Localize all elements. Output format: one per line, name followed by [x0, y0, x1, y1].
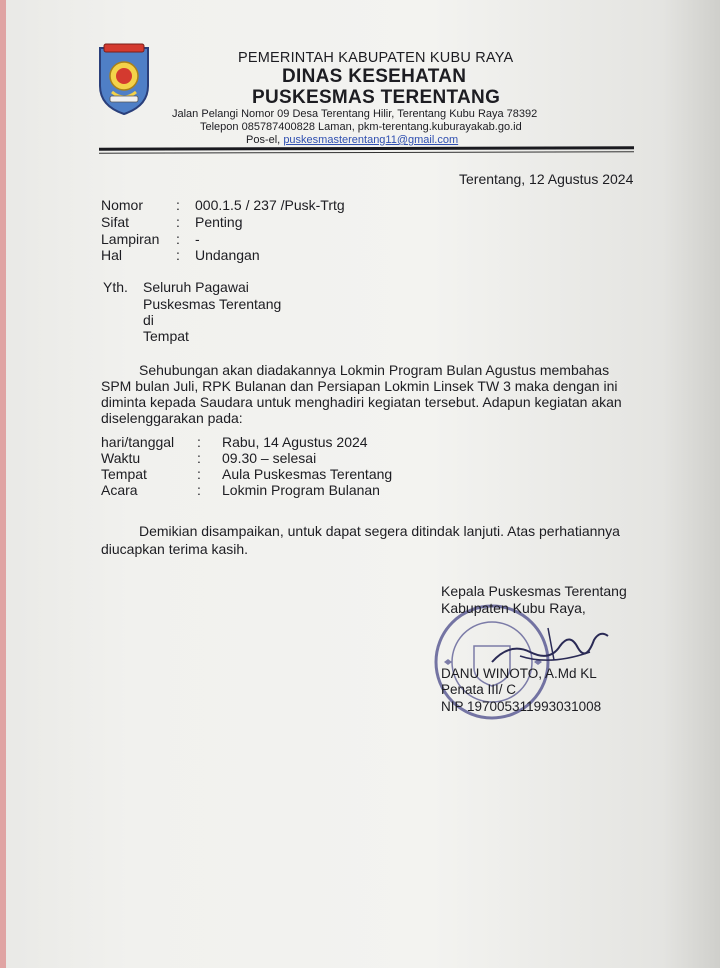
meta-value: 000.1.5 / 237 /Pusk-Trtg — [195, 197, 345, 213]
government-name: PEMERINTAH KABUPATEN KUBU RAYA — [238, 50, 514, 66]
closing-line: Demikian disampaikan, untuk dapat segera ditindak lanjuti. Atas perhatiannya — [139, 523, 620, 539]
detail-value: Rabu, 14 Agustus 2024 — [222, 434, 368, 450]
address-line: Jalan Pelangi Nomor 09 Desa Terentang Hilir, Terentang Kubu Raya 78392 — [172, 108, 538, 120]
meta-label: Nomor — [101, 197, 144, 213]
detail-value: Lokmin Program Bulanan — [222, 482, 380, 498]
email-label: Pos-el, — [246, 134, 281, 146]
recipient-line: Seluruh Pagawai — [143, 279, 249, 295]
meta-label: Lampiran — [101, 231, 160, 247]
recipient-line: Tempat — [143, 328, 189, 344]
detail-label: Waktu — [101, 450, 141, 466]
meta-sep: : — [176, 231, 180, 247]
recipient-prefix: Yth. — [103, 279, 128, 295]
detail-value: Aula Puskesmas Terentang — [222, 466, 393, 482]
meta-value: - — [195, 231, 200, 247]
meta-value: Undangan — [195, 247, 260, 263]
body-line: Sehubungan akan diadakannya Lokmin Program Bulan Agustus membahas — [139, 362, 610, 378]
signatory-rank: Penata III/ C — [441, 682, 517, 697]
handwritten-signature-icon — [490, 622, 610, 672]
detail-label: Tempat — [101, 466, 147, 482]
signatory-title: Kepala Puskesmas Terentang — [441, 583, 627, 599]
body-line: SPM bulan Juli, RPK Bulanan dan Persiapan Lokmin Linsek TW 3 maka dengan ini — [101, 378, 618, 394]
detail-value: 09.30 – selesai — [222, 450, 317, 466]
signatory-org: Kabupaten Kubu Raya, — [441, 600, 586, 616]
recipient-line: Puskesmas Terentang — [143, 296, 282, 312]
email-link[interactable]: puskesmasterentang11@gmail.com — [283, 134, 459, 146]
agency-name: DINAS KESEHATAN — [282, 66, 467, 87]
letter-date: Terentang, 12 Agustus 2024 — [459, 171, 634, 187]
kubu-raya-regency-emblem-icon — [96, 42, 152, 116]
closing-line: diucapkan terima kasih. — [101, 541, 249, 557]
detail-label: Acara — [101, 482, 138, 498]
signatory-name: DANU WINOTO, A.Md KL — [441, 666, 597, 681]
meta-label: Sifat — [101, 214, 130, 230]
meta-sep: : — [176, 214, 180, 230]
detail-sep: : — [197, 466, 201, 482]
phone-line: Telepon 085787400828 Laman, pkm-terentang.kuburayakab.go.id — [200, 121, 522, 133]
meta-value: Penting — [195, 214, 243, 230]
meta-sep: : — [176, 247, 180, 263]
email-line — [246, 134, 458, 146]
meta-label: Hal — [101, 247, 123, 263]
paper-edge — [0, 0, 6, 968]
detail-sep: : — [197, 450, 201, 466]
clinic-name: PUSKESMAS TERENTANG — [252, 87, 501, 108]
recipient-line: di — [143, 312, 154, 328]
body-line: diselenggarakan pada: — [101, 410, 243, 426]
body-line: diminta kepada Saudara untuk menghadiri kegiatan tersebut. Adapun kegiatan akan — [101, 394, 622, 410]
detail-label: hari/tanggal — [101, 434, 175, 450]
detail-sep: : — [197, 482, 201, 498]
meta-sep: : — [176, 197, 180, 213]
signatory-nip: NIP 197005311993031008 — [441, 699, 602, 714]
detail-sep: : — [197, 434, 201, 450]
